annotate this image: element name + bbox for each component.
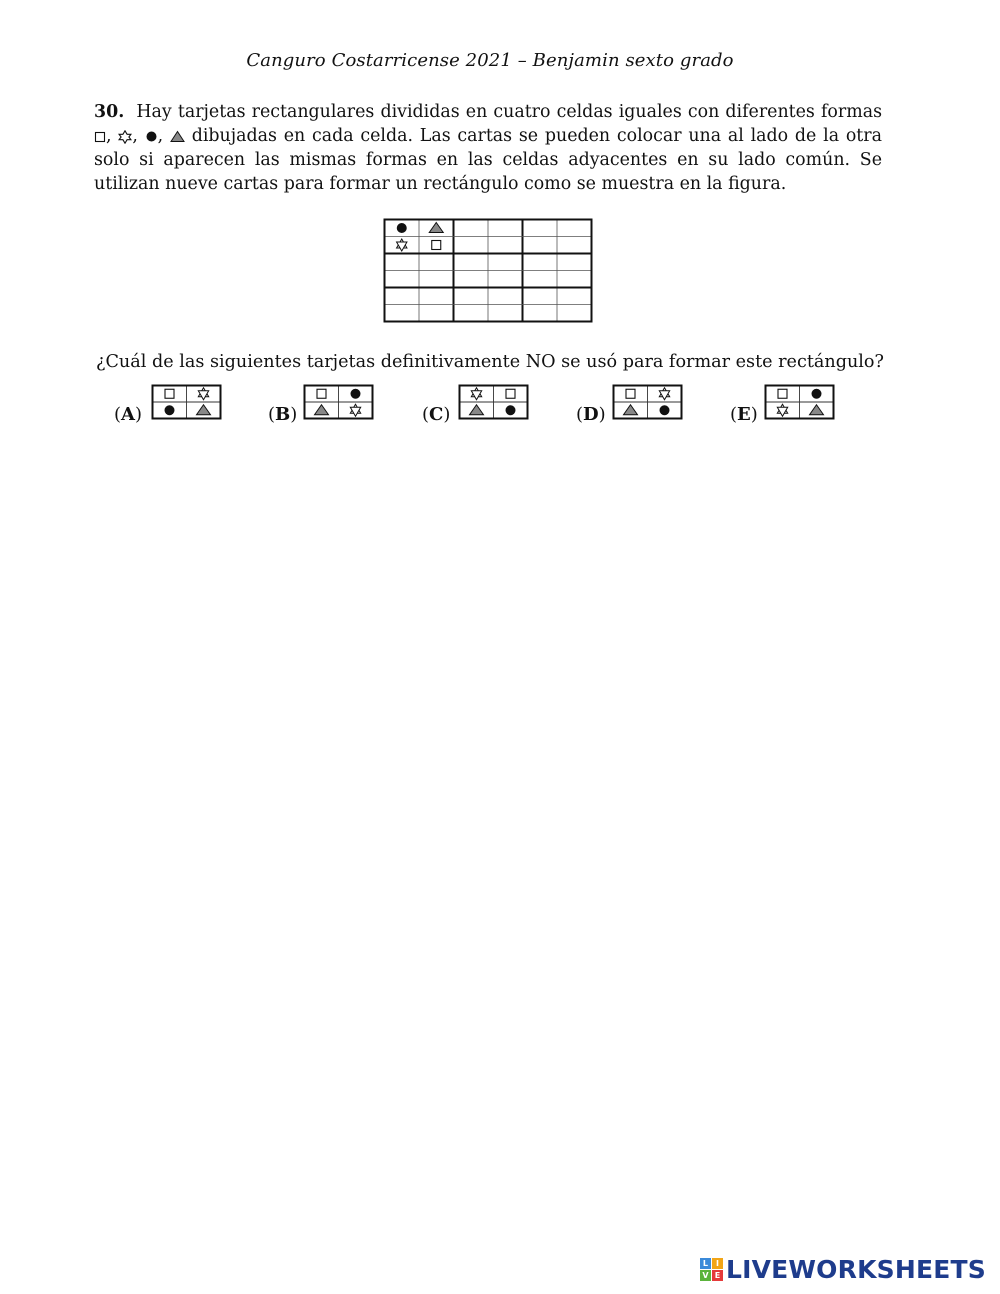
option-e-label: (E) bbox=[730, 404, 758, 425]
question-text: ¿Cuál de las siguientes tarjetas definitivamente NO se usó para formar este rectángulo? bbox=[96, 352, 884, 372]
problem-number: 30. bbox=[94, 102, 125, 122]
circle-icon bbox=[145, 130, 158, 143]
square-icon bbox=[317, 389, 326, 398]
circle-icon bbox=[165, 405, 175, 415]
option-d-card bbox=[612, 384, 684, 420]
star-icon bbox=[350, 404, 360, 416]
logo-tile: V bbox=[700, 1270, 711, 1281]
triangle-icon bbox=[197, 405, 211, 415]
star-icon bbox=[659, 388, 669, 400]
option-c-card bbox=[458, 384, 530, 420]
circle-icon bbox=[351, 389, 361, 399]
star-icon bbox=[777, 404, 787, 416]
problem-text-1: Hay tarjetas rectangulares divididas en cuatro celdas iguales con diferentes formas bbox=[136, 102, 882, 122]
circle-icon bbox=[660, 405, 670, 415]
star-icon bbox=[471, 388, 481, 400]
star-icon bbox=[198, 388, 208, 400]
circle-icon bbox=[506, 405, 516, 415]
option-b-label: (B) bbox=[268, 404, 298, 425]
circle-icon bbox=[812, 389, 822, 399]
triangle-icon bbox=[170, 130, 185, 143]
problem-text-2: dibujadas en cada celda. Las cartas se pueden colocar una al lado de la otra solo si aparecen las mismas formas en las celdas adyacentes en su lado común. Se utilizan nueve cartas para formar un rectángulo como se muestra en la figura. bbox=[94, 126, 882, 194]
logo-tile: L bbox=[700, 1258, 711, 1269]
triangle-icon bbox=[470, 405, 484, 415]
triangle-icon bbox=[810, 405, 824, 415]
star-icon bbox=[397, 239, 407, 251]
square-icon bbox=[165, 389, 174, 398]
problem-statement: 30. Hay tarjetas rectangulares divididas en cuatro celdas iguales con diferentes formas , , , dibujadas en cada celda. Las cartas se pueden colocar una al lado de la otra solo si aparecen las mismas formas en las celdas adyacentes en su lado común. Se utilizan nueve cartas para formar un rectángulo como se muestra en la figura. bbox=[94, 102, 882, 194]
logo-text: LIVEWORKSHEETS bbox=[725, 1254, 986, 1284]
option-d-label: (D) bbox=[576, 404, 606, 425]
square-icon bbox=[626, 389, 635, 398]
square-icon bbox=[506, 389, 515, 398]
triangle-icon bbox=[429, 223, 443, 233]
card-rectangle-figure bbox=[383, 218, 595, 326]
circle-icon bbox=[397, 223, 407, 233]
logo-tile: I bbox=[712, 1258, 723, 1269]
option-e-card bbox=[764, 384, 836, 420]
page-header: Canguro Costarricense 2021 – Benjamin sexto grado bbox=[246, 50, 734, 71]
logo-tiles bbox=[700, 1258, 723, 1281]
liveworksheets-logo bbox=[700, 1254, 986, 1284]
square-icon bbox=[432, 241, 441, 250]
logo-tile: E bbox=[712, 1270, 723, 1281]
triangle-icon bbox=[624, 405, 638, 415]
option-a-label: (A) bbox=[114, 404, 143, 425]
option-b-card bbox=[303, 384, 375, 420]
option-c-label: (C) bbox=[422, 404, 451, 425]
star-icon bbox=[118, 130, 132, 144]
option-a-card bbox=[151, 384, 223, 420]
square-icon bbox=[94, 131, 106, 143]
square-icon bbox=[778, 389, 787, 398]
triangle-icon bbox=[315, 405, 329, 415]
